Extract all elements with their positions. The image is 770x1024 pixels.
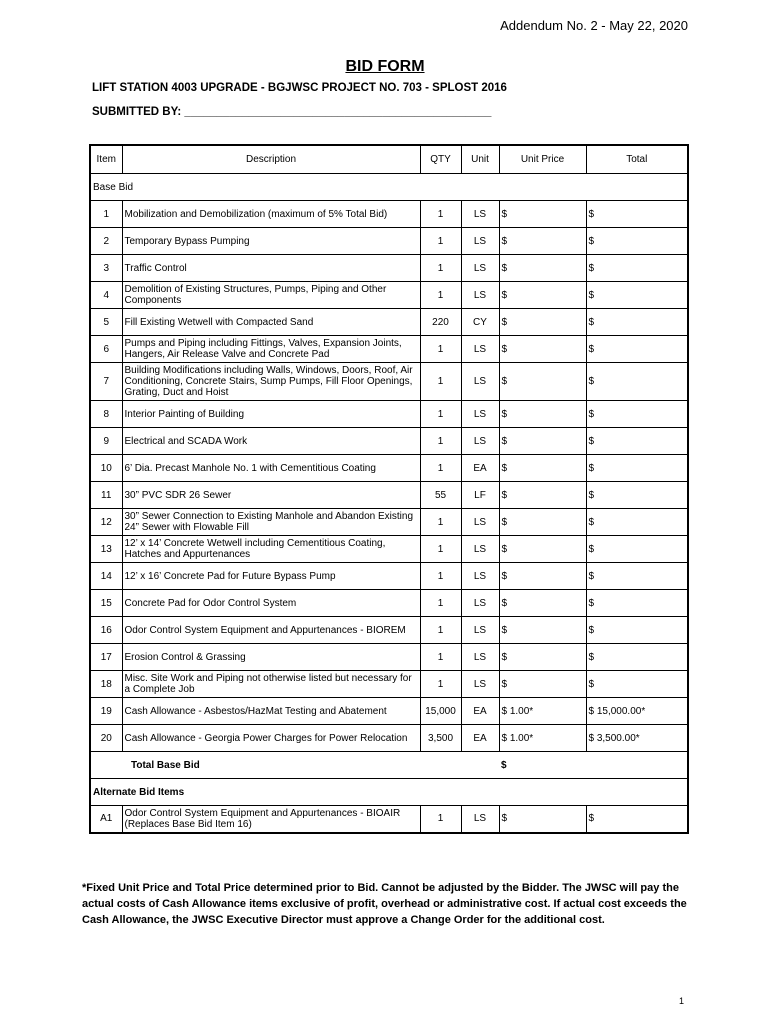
section-label: Base Bid (90, 174, 688, 201)
item-total: $ (586, 336, 688, 363)
item-unit-price: $ (499, 282, 586, 309)
item-qty: 1 (420, 336, 461, 363)
item-unit: LS (461, 806, 499, 833)
item-description: Building Modifications including Walls, Windows, Doors, Roof, Air Conditioning, Concrete Stairs, Sump Pumps, Fill Floor Openings, Grating, Duct and Hoist (122, 363, 420, 401)
footnote: *Fixed Unit Price and Total Price determined prior to Bid. Cannot be adjusted by the Bidder. The JWSC will pay the actual costs of Cash Allowance items exclusive of profit, overhead or administrative cost. If actual cost exceeds the Cash Allowance, the JWSC Executive Director must approve a Change Order for the additional cost. (82, 882, 687, 926)
item-unit-price: $ (499, 428, 586, 455)
item-number: 10 (90, 455, 122, 482)
item-description: Cash Allowance - Asbestos/HazMat Testing and Abatement (122, 698, 420, 725)
item-number: 14 (90, 563, 122, 590)
item-unit: LS (461, 228, 499, 255)
item-qty: 1 (420, 563, 461, 590)
item-number: 18 (90, 671, 122, 698)
item-unit-price: $ (499, 455, 586, 482)
col-header-item: Item (90, 145, 122, 174)
item-qty: 1 (420, 590, 461, 617)
item-total: $ (586, 255, 688, 282)
col-header-qty: QTY (420, 145, 461, 174)
item-unit: LS (461, 671, 499, 698)
item-qty: 220 (420, 309, 461, 336)
item-description: 12’ x 14’ Concrete Wetwell including Cementitious Coating, Hatches and Appurtenances (122, 536, 420, 563)
item-description: Odor Control System Equipment and Appurtenances - BIOREM (122, 617, 420, 644)
item-qty: 1 (420, 428, 461, 455)
item-qty: 1 (420, 509, 461, 536)
item-description: Temporary Bypass Pumping (122, 228, 420, 255)
item-number: 13 (90, 536, 122, 563)
item-unit: LS (461, 590, 499, 617)
item-unit: LS (461, 428, 499, 455)
item-total: $ (586, 309, 688, 336)
item-total: $ (586, 536, 688, 563)
item-unit-price: $ (499, 563, 586, 590)
table-row (90, 201, 688, 228)
table-row (90, 428, 688, 455)
item-total: $ (586, 509, 688, 536)
table-row (90, 455, 688, 482)
item-number: 17 (90, 644, 122, 671)
item-number: 15 (90, 590, 122, 617)
item-unit-price: $ (499, 336, 586, 363)
item-total: $ (586, 401, 688, 428)
table-row (90, 509, 688, 536)
page-title: BID FORM (345, 58, 425, 75)
item-description: 12’ x 16’ Concrete Pad for Future Bypass Pump (122, 563, 420, 590)
item-total: $ (586, 671, 688, 698)
submitted-by-line: SUBMITTED BY: ________________________________________________ (92, 106, 492, 118)
item-unit-price: $ (499, 309, 586, 336)
item-unit-price: $ (499, 255, 586, 282)
item-description: Electrical and SCADA Work (122, 428, 420, 455)
item-unit: LS (461, 363, 499, 401)
item-unit-price: $ (499, 228, 586, 255)
table-row (90, 482, 688, 509)
item-qty: 1 (420, 401, 461, 428)
item-description: 6’ Dia. Precast Manhole No. 1 with Cementitious Coating (122, 455, 420, 482)
item-qty: 1 (420, 806, 461, 833)
item-total: $ (586, 228, 688, 255)
item-qty: 1 (420, 201, 461, 228)
col-header-unit-price: Unit Price (499, 145, 586, 174)
item-description: Odor Control System Equipment and Appurtenances - BIOAIR (Replaces Base Bid Item 16) (122, 806, 420, 833)
col-header-unit: Unit (461, 145, 499, 174)
table-header-row (90, 145, 688, 174)
item-total: $ (586, 363, 688, 401)
item-total: $ (586, 482, 688, 509)
item-qty: 1 (420, 255, 461, 282)
table-row (90, 698, 688, 725)
item-unit: LS (461, 282, 499, 309)
item-unit-price: $ (499, 617, 586, 644)
item-qty: 3,500 (420, 725, 461, 752)
section-base-bid (90, 174, 688, 201)
item-total: $ (586, 455, 688, 482)
item-unit: LF (461, 482, 499, 509)
table-row (90, 336, 688, 363)
item-unit: LS (461, 536, 499, 563)
item-unit-price: $ 1.00* (499, 698, 586, 725)
table-row (90, 401, 688, 428)
item-number: 11 (90, 482, 122, 509)
item-unit-price: $ (499, 644, 586, 671)
item-number: 1 (90, 201, 122, 228)
table-row (90, 536, 688, 563)
item-number: 16 (90, 617, 122, 644)
item-qty: 1 (420, 671, 461, 698)
table-row (90, 282, 688, 309)
item-description: Cash Allowance - Georgia Power Charges for Power Relocation (122, 725, 420, 752)
item-unit-price: $ (499, 363, 586, 401)
item-number: A1 (90, 806, 122, 833)
item-unit-price: $ (499, 509, 586, 536)
item-unit: LS (461, 201, 499, 228)
item-total: $ (586, 428, 688, 455)
item-unit: EA (461, 725, 499, 752)
item-number: 19 (90, 698, 122, 725)
item-total: $ (586, 806, 688, 833)
item-number: 6 (90, 336, 122, 363)
item-unit-price: $ (499, 201, 586, 228)
item-description: Erosion Control & Grassing (122, 644, 420, 671)
item-description: Mobilization and Demobilization (maximum of 5% Total Bid) (122, 201, 420, 228)
item-qty: 1 (420, 228, 461, 255)
table-row (90, 725, 688, 752)
page-number: 1 (678, 996, 684, 1006)
item-description: 30” Sewer Connection to Existing Manhole and Abandon Existing 24” Sewer with Flowable Fill (122, 509, 420, 536)
item-total: $ (586, 201, 688, 228)
item-description: Pumps and Piping including Fittings, Valves, Expansion Joints, Hangers, Air Release Valve and Concrete Pad (122, 336, 420, 363)
item-total: $ (586, 590, 688, 617)
item-unit-price: $ (499, 482, 586, 509)
item-description: Misc. Site Work and Piping not otherwise listed but necessary for a Complete Job (122, 671, 420, 698)
table-row (90, 363, 688, 401)
item-number: 2 (90, 228, 122, 255)
bid-table (89, 144, 689, 834)
table-row (90, 563, 688, 590)
table-row (90, 590, 688, 617)
col-header-total: Total (586, 145, 688, 174)
item-qty: 1 (420, 644, 461, 671)
total-base-bid-label: Total Base Bid (90, 752, 499, 779)
table-row (90, 806, 688, 833)
item-qty: 15,000 (420, 698, 461, 725)
item-unit-price: $ 1.00* (499, 725, 586, 752)
table-row (90, 255, 688, 282)
item-number: 12 (90, 509, 122, 536)
item-description: Concrete Pad for Odor Control System (122, 590, 420, 617)
item-total: $ 3,500.00* (586, 725, 688, 752)
total-base-bid-row (90, 752, 688, 779)
item-unit: EA (461, 698, 499, 725)
item-number: 8 (90, 401, 122, 428)
item-number: 3 (90, 255, 122, 282)
section-alternate-bid (90, 779, 688, 806)
item-qty: 1 (420, 617, 461, 644)
total-base-bid-value: $ (499, 752, 688, 779)
table-row (90, 671, 688, 698)
item-qty: 1 (420, 455, 461, 482)
item-unit: LS (461, 644, 499, 671)
item-description: Fill Existing Wetwell with Compacted Sand (122, 309, 420, 336)
item-unit-price: $ (499, 671, 586, 698)
section-label: Alternate Bid Items (90, 779, 688, 806)
table-row (90, 644, 688, 671)
item-total: $ (586, 282, 688, 309)
item-unit: LS (461, 617, 499, 644)
item-total: $ (586, 617, 688, 644)
item-unit: LS (461, 509, 499, 536)
item-unit: LS (461, 336, 499, 363)
item-unit-price: $ (499, 536, 586, 563)
item-qty: 1 (420, 536, 461, 563)
item-total: $ 15,000.00* (586, 698, 688, 725)
item-total: $ (586, 563, 688, 590)
item-unit-price: $ (499, 806, 586, 833)
project-title: LIFT STATION 4003 UPGRADE - BGJWSC PROJECT NO. 703 - SPLOST 2016 (92, 82, 507, 94)
item-description: Interior Painting of Building (122, 401, 420, 428)
item-description: 30” PVC SDR 26 Sewer (122, 482, 420, 509)
item-qty: 1 (420, 363, 461, 401)
item-unit: LS (461, 401, 499, 428)
item-unit: LS (461, 255, 499, 282)
col-header-description: Description (122, 145, 420, 174)
item-description: Demolition of Existing Structures, Pumps, Piping and Other Components (122, 282, 420, 309)
item-unit: LS (461, 563, 499, 590)
item-unit: CY (461, 309, 499, 336)
table-row (90, 228, 688, 255)
item-total: $ (586, 644, 688, 671)
item-number: 5 (90, 309, 122, 336)
item-number: 7 (90, 363, 122, 401)
item-qty: 55 (420, 482, 461, 509)
item-description: Traffic Control (122, 255, 420, 282)
item-unit-price: $ (499, 590, 586, 617)
item-number: 4 (90, 282, 122, 309)
table-row (90, 309, 688, 336)
addendum-label: Addendum No. 2 - May 22, 2020 (500, 18, 688, 33)
item-unit-price: $ (499, 401, 586, 428)
item-qty: 1 (420, 282, 461, 309)
item-unit: EA (461, 455, 499, 482)
table-row (90, 617, 688, 644)
item-number: 9 (90, 428, 122, 455)
item-number: 20 (90, 725, 122, 752)
